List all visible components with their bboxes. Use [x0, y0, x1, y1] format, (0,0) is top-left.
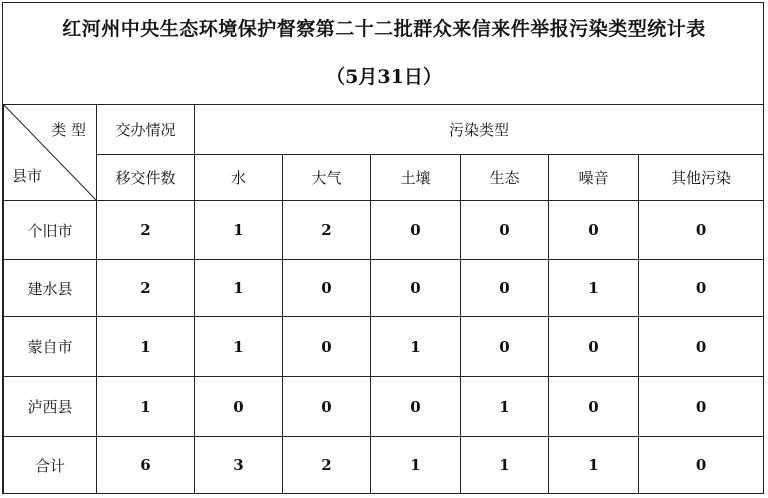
table-cell: 0 — [549, 317, 639, 377]
table-row — [4, 260, 764, 317]
table-cell: 1 — [97, 377, 195, 437]
header-row-1 — [4, 105, 764, 155]
row-name: 泸西县 — [4, 377, 97, 437]
table-cell: 6 — [97, 437, 195, 494]
header-wuran: 污染类型 — [195, 105, 764, 155]
header-row-2 — [4, 155, 764, 201]
table-cell: 0 — [283, 260, 371, 317]
row-name: 合计 — [4, 437, 97, 494]
table-cell: 0 — [371, 201, 461, 260]
table-cell: 2 — [283, 201, 371, 260]
table-cell: 1 — [195, 260, 283, 317]
header-jiaoban: 交办情况 — [97, 105, 195, 155]
table-cell: 0 — [461, 260, 549, 317]
table-row — [4, 377, 764, 437]
table-cell: 0 — [639, 201, 764, 260]
header-type-soil: 土壤 — [371, 155, 461, 201]
header-type-noise: 噪音 — [549, 155, 639, 201]
table-cell: 0 — [639, 317, 764, 377]
statistics-table — [3, 104, 764, 494]
page-subtitle: （5月31日） — [326, 66, 442, 88]
table-cell: 0 — [639, 437, 764, 494]
table-cell: 1 — [461, 377, 549, 437]
table-cell: 2 — [97, 260, 195, 317]
table-row — [4, 317, 764, 377]
header-type-air: 大气 — [283, 155, 371, 201]
table-cell: 1 — [461, 437, 549, 494]
table-cell: 0 — [371, 377, 461, 437]
row-name: 建水县 — [4, 260, 97, 317]
corner-label-type: 类 型 — [51, 121, 86, 139]
table-cell: 1 — [549, 260, 639, 317]
header-type-other: 其他污染 — [639, 155, 764, 201]
table-cell: 0 — [461, 317, 549, 377]
table-cell: 1 — [195, 201, 283, 260]
corner-header-cell — [4, 105, 97, 201]
table-cell: 0 — [461, 201, 549, 260]
table-cell: 1 — [195, 317, 283, 377]
table-cell: 0 — [283, 317, 371, 377]
table-cell: 0 — [639, 377, 764, 437]
table-cell: 0 — [549, 201, 639, 260]
table-cell: 1 — [549, 437, 639, 494]
table-cell: 1 — [97, 317, 195, 377]
table-cell: 2 — [97, 201, 195, 260]
table-cell: 3 — [195, 437, 283, 494]
row-name: 蒙自市 — [4, 317, 97, 377]
table-cell: 0 — [639, 260, 764, 317]
table-cell: 0 — [283, 377, 371, 437]
header-yijiao: 移交件数 — [97, 155, 195, 201]
table-cell: 2 — [283, 437, 371, 494]
table-row — [4, 201, 764, 260]
header-type-water: 水 — [195, 155, 283, 201]
row-name: 个旧市 — [4, 201, 97, 260]
table-cell: 1 — [371, 317, 461, 377]
page-title: 红河州中央生态环境保护督察第二十二批群众来信来件举报污染类型统计表 — [62, 18, 706, 40]
table-cell: 0 — [371, 260, 461, 317]
table-cell: 0 — [549, 377, 639, 437]
table-cell: 1 — [371, 437, 461, 494]
table-cell: 0 — [195, 377, 283, 437]
corner-label-county: 县市 — [12, 167, 43, 185]
table-row-total — [4, 437, 764, 494]
header-type-ecology: 生态 — [461, 155, 549, 201]
